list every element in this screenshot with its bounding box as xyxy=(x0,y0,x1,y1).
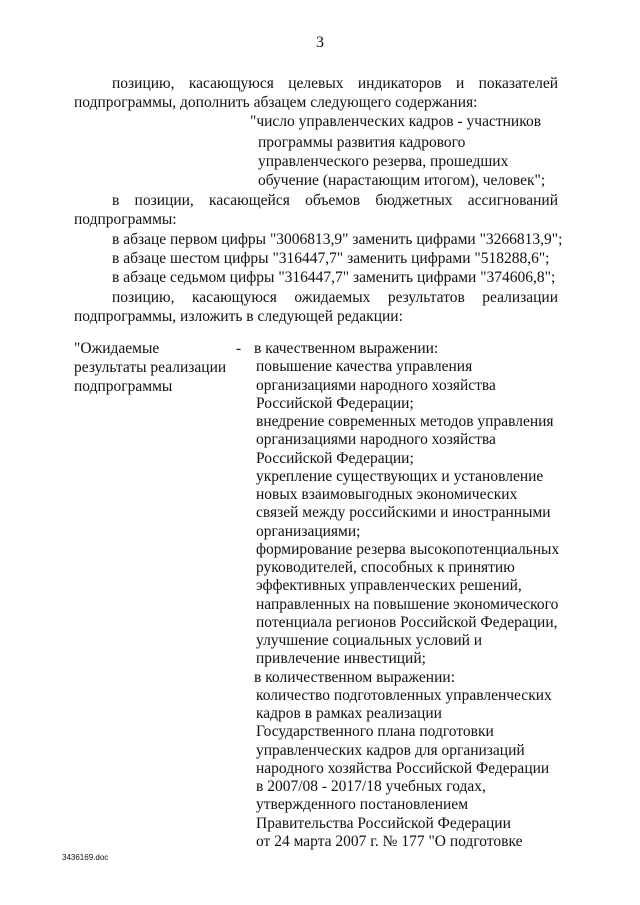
page-number: 3 xyxy=(316,34,324,51)
table-value-line: повышение качества управления xyxy=(256,358,473,376)
table-value-line: от 24 марта 2007 г. № 177 "О подготовке xyxy=(256,832,523,850)
table-label-line-2: результаты реализации xyxy=(74,359,227,376)
table-value-line: управленческих кадров для организаций xyxy=(256,741,525,759)
footer-filename: 3436169.doc xyxy=(62,853,109,862)
table-dash: - xyxy=(236,340,242,357)
table-value-line: улучшение социальных условий и xyxy=(256,632,483,649)
change-line-2: в абзаце шестом цифры "316447,7" заменить цифрами "518288,6"; xyxy=(112,250,550,267)
table-value-line: Государственного плана подготовки xyxy=(256,723,494,741)
table-value-line: направленных на повышение экономического xyxy=(256,595,559,613)
table-value-line: внедрение современных методов управления xyxy=(256,413,554,430)
table-value-line: народного хозяйства Российской Федерации xyxy=(256,759,550,777)
table-value-line: в 2007/08 - 2017/18 учебных годах, xyxy=(256,778,486,795)
table-value-line: утвержденного постановлением xyxy=(256,796,468,814)
change-line-3: в абзаце седьмом цифры "316447,7" заменить цифрами "374606,8"; xyxy=(112,269,556,286)
quote-line-4: обучение (нарастающим итогом), человек"; xyxy=(258,172,546,189)
table-value-line: в количественном выражении: xyxy=(254,668,456,686)
paragraph-targets-line-1: позицию, касающуюся целевых индикаторов и показателей xyxy=(112,75,558,92)
table-value-line: в качественном выражении: xyxy=(254,340,439,357)
table-value-line: Российской Федерации; xyxy=(256,394,414,412)
table-label-line-3: подпрограммы xyxy=(74,378,173,395)
table-value-line: кадров в рамках реализации xyxy=(256,705,442,722)
table-value-line: Российской Федерации; xyxy=(256,449,414,467)
table-value-line: количество подготовленных управленческих xyxy=(256,686,552,704)
paragraph-results-line-1: позицию, касающуюся ожидаемых результатов реализации xyxy=(112,289,558,306)
table-value-line: укрепление существующих и установление xyxy=(256,467,544,485)
quote-line-1: "число управленческих кадров - участников xyxy=(250,113,542,130)
paragraph-budget-line-1: в позиции, касающейся объемов бюджетных ассигнований xyxy=(112,192,558,209)
table-value-line: организациями народного хозяйства xyxy=(256,431,496,449)
quote-line-3: управленческого резерва, прошедших xyxy=(258,153,509,170)
table-value-line: организациями; xyxy=(256,522,361,540)
table-value-line: эффективных управленческих решений, xyxy=(256,577,522,595)
paragraph-budget-line-2: подпрограммы: xyxy=(74,211,177,228)
paragraph-results-line-2: подпрограммы, изложить в следующей редакции: xyxy=(74,308,403,325)
table-value-line: потенциала регионов Российской Федерации, xyxy=(256,613,558,631)
table-value-line: связей между российскими и иностранными xyxy=(256,504,551,522)
table-value-line: новых взаимовыгодных экономических xyxy=(256,486,518,503)
paragraph-targets-line-2: подпрограммы, дополнить абзацем следующего содержания: xyxy=(74,94,478,111)
table-value-line: Правительства Российской Федерации xyxy=(256,814,511,832)
table-value-line: привлечение инвестиций; xyxy=(256,650,426,668)
table-value-line: руководителей, способных к принятию xyxy=(256,559,515,576)
change-line-1: в абзаце первом цифры "3006813,9" заменить цифрами "3266813,9"; xyxy=(112,231,563,248)
table-label-line-1: "Ожидаемые xyxy=(74,340,160,357)
table-value-line: формирование резерва высокопотенциальных xyxy=(256,540,560,558)
quote-line-2: программы развития кадрового xyxy=(258,134,466,151)
table-value-line: организациями народного хозяйства xyxy=(256,376,496,394)
